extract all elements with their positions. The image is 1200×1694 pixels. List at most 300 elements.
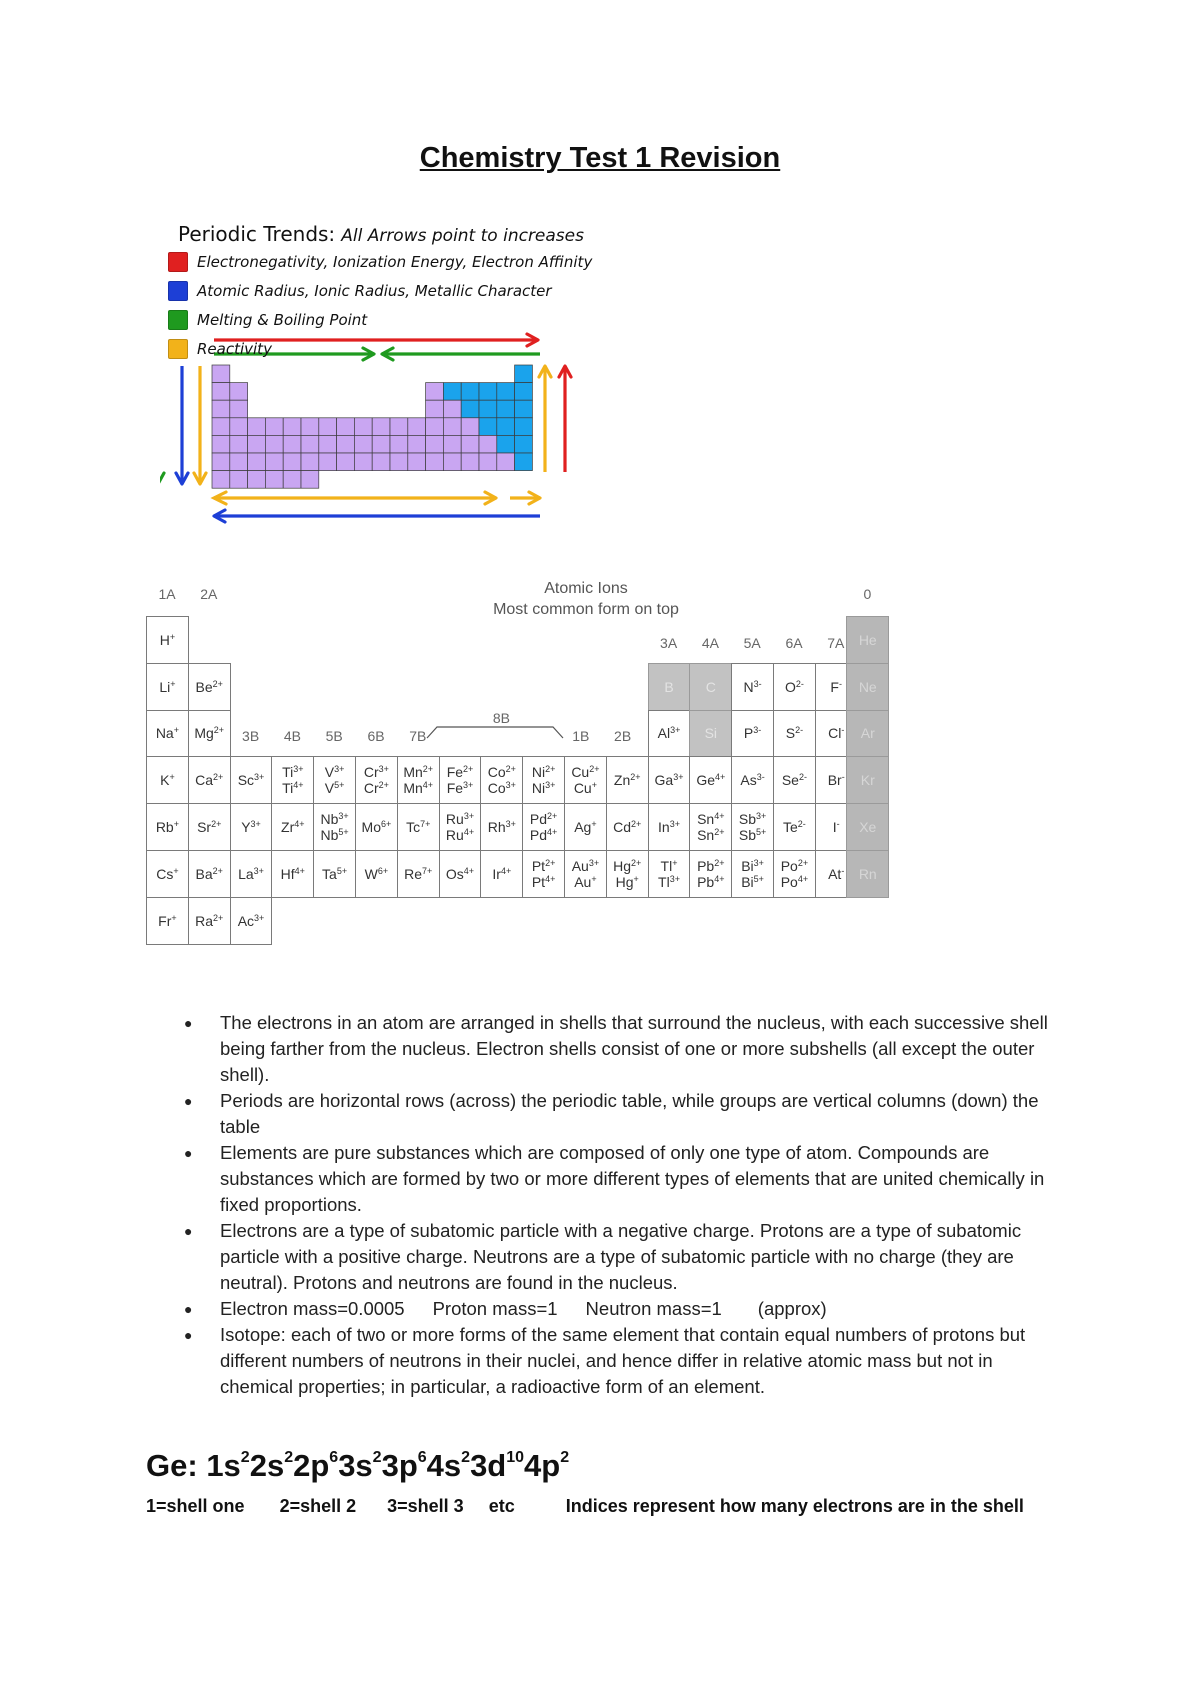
ion-label: Cl- [828, 725, 845, 742]
config-orbitals [206, 1448, 569, 1483]
mini-table-cell [212, 383, 230, 401]
ion-label: $In^{3+}$ [658, 819, 680, 836]
ion-label: $Rh^{3+}$ [487, 819, 516, 836]
config-orbital: $4s^2$ [426, 1448, 471, 1483]
bullet-icon: ● [184, 1015, 193, 1031]
group-label: 3A [660, 635, 678, 651]
ion-label: B [664, 678, 674, 695]
ion-cell [648, 803, 691, 851]
ion-label: $Cr^{2+}$ [363, 780, 389, 797]
bracket-line [427, 727, 563, 738]
ion-label: $Co^{3+}$ [487, 780, 516, 797]
ion-label: $Ir^{4+}$ [492, 865, 512, 882]
ion-label: $Po^{2+}$ [780, 857, 809, 874]
ion-cell [689, 756, 732, 804]
mini-table-cell [461, 418, 479, 436]
mini-table-cell [248, 471, 266, 489]
ion-cell [146, 663, 189, 711]
mini-table-cell [212, 400, 230, 418]
bullet-icon: ● [184, 1093, 193, 1109]
ion-label: $W^{6+}$ [364, 865, 389, 882]
ion-label: $Al^{3+}$ [657, 725, 681, 742]
ion-cell [648, 710, 691, 758]
list-item [180, 1140, 1050, 1218]
mini-table-cell [248, 435, 266, 453]
bullet-icon: ● [184, 1145, 193, 1161]
periodic-trends-figure [160, 216, 640, 572]
mini-table-cell [212, 435, 230, 453]
ion-cell [606, 756, 649, 804]
ion-label: I- [832, 819, 840, 836]
config-orbital: $4p^2$ [524, 1448, 570, 1483]
ion-label: $S^{2-}$ [785, 725, 804, 742]
ion-label: $Zr^{4+}$ [281, 819, 305, 836]
ion-label: $Ni^{3+}$ [531, 780, 556, 797]
ion-cell [355, 850, 398, 898]
ion-label: Ne [858, 678, 877, 695]
shell-etc: etc [488, 1496, 515, 1516]
group-label: 4B [283, 728, 301, 744]
ion-label: Xe [859, 819, 877, 836]
ion-label: Tl+ [660, 857, 678, 874]
mini-table-cell [230, 418, 248, 436]
ion-cell [146, 803, 189, 851]
group-label: 1A [158, 586, 176, 602]
mini-table-cell [337, 435, 355, 453]
green-arrow-down-head [160, 473, 164, 484]
ion-label: $Tc^{7+}$ [406, 819, 431, 836]
mini-table-cell [426, 400, 444, 418]
ion-cell [230, 850, 273, 898]
note-text: Isotope: each of two or more forms of the same element that contain equal numbers of protons but different numbers of neutrons in their nuclei, and hence differ in relative atomic mass but not in chemical properties; in particular, a radioactive form of an element. [220, 1324, 1026, 1397]
ion-cell [689, 850, 732, 898]
ion-cell [271, 803, 314, 851]
mini-table-cell [248, 418, 266, 436]
ion-label: $Se^{2-}$ [781, 772, 807, 789]
mini-table-cell [443, 383, 461, 401]
shell-one: 1=shell one [146, 1496, 245, 1516]
ion-cell [480, 756, 523, 804]
legend-swatch-yellow [168, 339, 188, 359]
ion-label: $Au^{3+}$ [571, 857, 600, 874]
ion-label: $Ge^{4+}$ [696, 772, 726, 789]
trends-heading-lead: Periodic Trends: [178, 222, 336, 246]
page-title: Chemistry Test 1 Revision [419, 142, 781, 174]
ion-cell [606, 803, 649, 851]
ion-label: Na+ [155, 725, 179, 742]
mini-table-cell [319, 453, 337, 471]
legend-swatch-red [168, 252, 188, 272]
ion-label: Br- [827, 772, 845, 789]
note-text: Elements are pure substances which are composed of only one type of atom. Compounds are substances which are formed by two or more different types of elements that are united chemically in fixed proportions. [220, 1142, 1045, 1215]
ion-label: $Ba^{2+}$ [195, 865, 223, 882]
ion-label: $Zn^{2+}$ [613, 772, 641, 789]
mini-table-cell [372, 453, 390, 471]
ion-label: $Pb^{2+}$ [697, 857, 725, 874]
legend-label: Electronegativity, Ionization Energy, Electron Affinity [197, 253, 593, 271]
mini-table-cell [479, 435, 497, 453]
note-text: Periods are horizontal rows (across) the periodic table, while groups are vertical columns (down) the table [220, 1090, 1039, 1137]
mini-table-cell [212, 471, 230, 489]
mini-table-cell [426, 435, 444, 453]
ion-label: $Nb^{5+}$ [320, 827, 349, 844]
ion-cell [439, 850, 482, 898]
ion-label: $Pd^{4+}$ [529, 827, 558, 844]
mini-table-cell [390, 453, 408, 471]
ion-label: $Cd^{2+}$ [613, 819, 642, 836]
ion-cell [773, 710, 816, 758]
mini-table-cell [390, 418, 408, 436]
ion-label: Au+ [574, 873, 597, 890]
ion-cell [846, 710, 889, 758]
ion-title-line1: Atomic Ions [544, 580, 628, 597]
legend-swatch-blue [168, 281, 188, 301]
ion-cell [355, 803, 398, 851]
mini-table-cell [497, 435, 515, 453]
ion-label: $V^{5+}$ [324, 780, 345, 797]
group-label: 6B [367, 728, 385, 744]
ion-label: F- [830, 678, 842, 695]
ion-label: K+ [160, 772, 175, 789]
ion-label: $Ni^{2+}$ [531, 764, 556, 781]
config-electron-count: 2 [461, 1449, 471, 1466]
group-label: 2B [614, 728, 632, 744]
group-8b-bracket [425, 724, 565, 740]
mini-table-cell [230, 435, 248, 453]
ion-label: $Ti^{4+}$ [282, 780, 304, 797]
ion-cell [146, 710, 189, 758]
ion-cell [731, 850, 774, 898]
ion-label: $Cr^{3+}$ [363, 764, 389, 781]
ion-label: $Os^{4+}$ [445, 865, 475, 882]
bullet-icon: ● [184, 1223, 193, 1239]
mini-table-cell [443, 435, 461, 453]
ion-cell [564, 803, 607, 851]
ion-cell [522, 803, 565, 851]
ion-cell [313, 756, 356, 804]
mini-table-cell [319, 435, 337, 453]
ion-label: C [705, 678, 716, 695]
ion-label: $Te^{2-}$ [782, 819, 806, 836]
ion-label: $V^{3+}$ [324, 764, 345, 781]
mini-table-cell [230, 471, 248, 489]
mini-table-cell [354, 418, 372, 436]
ion-label: Hg+ [615, 873, 639, 890]
ion-label: $Ca^{2+}$ [195, 772, 224, 789]
mini-table-cell [461, 453, 479, 471]
mini-table-cell [230, 453, 248, 471]
group-label-8b: 8B [492, 710, 510, 726]
mini-table-cell [408, 453, 426, 471]
ion-label: $N^{3-}$ [743, 678, 762, 695]
trends-heading-rest: All Arrows point to increases [341, 226, 584, 246]
mini-table-cell [479, 453, 497, 471]
mini-table-cell [497, 400, 515, 418]
ion-cell [648, 756, 691, 804]
mini-table-cell [479, 400, 497, 418]
shell-note: Indices represent how many electrons are in the shell [565, 1496, 1024, 1516]
ion-label: Rb+ [155, 819, 179, 836]
mini-table-cell [461, 383, 479, 401]
group-label: 0 [863, 586, 872, 602]
revision-notes [180, 1010, 1050, 1400]
ion-cell [439, 803, 482, 851]
ion-cell [731, 756, 774, 804]
group-label: 3B [242, 728, 260, 744]
ion-label: $Ru^{3+}$ [445, 811, 475, 828]
ion-label: $Y^{3+}$ [241, 819, 261, 836]
shell-three: 3=shell 3 [387, 1496, 464, 1516]
mini-table-cell [426, 383, 444, 401]
ion-cell [188, 803, 231, 851]
ion-cell [689, 803, 732, 851]
ion-label: $Nb^{3+}$ [320, 811, 349, 828]
ion-cell [313, 850, 356, 898]
mini-table-cell [265, 435, 283, 453]
group-label: 5B [325, 728, 343, 744]
mini-table-cell [408, 418, 426, 436]
ion-cell [689, 663, 732, 711]
ion-label: $Pt^{2+}$ [531, 857, 556, 874]
ion-cell [230, 897, 273, 945]
mini-table-cell [265, 418, 283, 436]
ion-label: H+ [159, 631, 176, 648]
ion-cell [439, 756, 482, 804]
ion-label: Cu+ [573, 780, 597, 797]
mini-table-cell [301, 471, 319, 489]
ion-label: $Fe^{2+}$ [446, 764, 474, 781]
config-electron-count: 6 [417, 1449, 427, 1466]
ion-cell [773, 850, 816, 898]
note-text: Electrons are a type of subatomic particle with a negative charge. Protons are a type of subatomic particle with a positive charge. Neutrons are a type of subatomic particle with no charge (they are neutral). Protons and neutrons are found in the nucleus. [220, 1220, 1022, 1293]
ion-label: Ar [860, 725, 875, 742]
bullet-icon: ● [184, 1327, 193, 1343]
mini-table-cell [301, 418, 319, 436]
shell-two: 2=shell 2 [279, 1496, 357, 1516]
ion-label: $Sc^{3+}$ [237, 772, 265, 789]
mini-table-cell [443, 418, 461, 436]
ion-label: Rn [858, 865, 877, 882]
ion-cell [648, 663, 691, 711]
ion-cell [188, 897, 231, 945]
config-element: Ge: [146, 1448, 198, 1483]
legend-label: Atomic Radius, Ionic Radius, Metallic Character [197, 282, 552, 300]
mini-table-cell [515, 365, 533, 383]
mini-table-cell [372, 435, 390, 453]
ion-label: $Re^{7+}$ [404, 865, 433, 882]
mini-table-cell [461, 400, 479, 418]
legend-item-electronegativity [168, 250, 592, 274]
config-electron-count: 2 [240, 1449, 250, 1466]
mini-table-cell [515, 435, 533, 453]
ion-label: $Ga^{3+}$ [654, 772, 684, 789]
config-electron-count: 2 [372, 1449, 382, 1466]
ion-label: $Pd^{2+}$ [529, 811, 558, 828]
ion-label: $Ra^{2+}$ [195, 912, 224, 929]
ion-cell [230, 756, 273, 804]
mini-table-cell [515, 400, 533, 418]
ion-cell [146, 850, 189, 898]
mini-table-cell [515, 418, 533, 436]
ion-label: At- [828, 865, 845, 882]
ion-cell [731, 663, 774, 711]
ion-label: $Sn^{2+}$ [697, 827, 725, 844]
ion-cell [731, 710, 774, 758]
ion-label: $Ta^{5+}$ [322, 865, 348, 882]
config-orbital: $2s^2$ [249, 1448, 294, 1483]
ion-cell [648, 850, 691, 898]
ion-cell [480, 850, 523, 898]
ion-cell [846, 663, 889, 711]
group-label: 2A [200, 586, 218, 602]
legend-item-reactivity [168, 337, 272, 361]
mini-table-cell [301, 453, 319, 471]
trends-heading [178, 222, 584, 246]
note-text: The electrons in an atom are arranged in shells that surround the nucleus, with each successive shell being farther from the nucleus. Electron shells consist of one or more subshells (all except the outer shell). [220, 1012, 1048, 1085]
ion-cell [188, 710, 231, 758]
ion-label: $Be^{2+}$ [195, 678, 223, 695]
config-electron-count: 2 [284, 1449, 294, 1466]
electron-mass: Electron mass=0.0005 [220, 1298, 405, 1319]
ion-label: $Pb^{4+}$ [697, 873, 725, 890]
ion-table-title [426, 578, 746, 620]
ion-label: He [858, 631, 877, 648]
shell-legend [146, 1496, 1024, 1517]
ion-label: $Tl^{3+}$ [658, 873, 680, 890]
mini-table-cell [212, 453, 230, 471]
ion-label: $Sn^{4+}$ [697, 811, 725, 828]
mini-table-cell [390, 435, 408, 453]
ion-label: Li+ [159, 678, 176, 695]
ion-cell [188, 850, 231, 898]
ion-label: $Sb^{5+}$ [738, 827, 767, 844]
ion-cell [271, 756, 314, 804]
ion-cell [146, 616, 189, 664]
ion-label: Ag+ [574, 819, 597, 836]
mini-table-cell [301, 435, 319, 453]
group-label: 6A [785, 635, 803, 651]
ion-label: Kr [860, 772, 875, 789]
mini-table-cell [248, 453, 266, 471]
mini-table-cell [497, 453, 515, 471]
ion-label: $Sb^{3+}$ [738, 811, 767, 828]
mini-table-cell [426, 418, 444, 436]
ion-label: $Hf^{4+}$ [280, 865, 305, 882]
ion-label: $Co^{2+}$ [487, 764, 516, 781]
mini-table-cell [283, 453, 301, 471]
mini-table-cell [443, 453, 461, 471]
ion-label: $Ti^{3+}$ [282, 764, 304, 781]
ion-cell [146, 756, 189, 804]
ion-cell [773, 663, 816, 711]
ion-label: $Hg^{2+}$ [613, 857, 642, 874]
mini-table-cell [515, 453, 533, 471]
legend-item-melting-point [168, 308, 367, 332]
ion-label: $Fe^{3+}$ [446, 780, 474, 797]
ion-label: $As^{3-}$ [740, 772, 765, 789]
ion-label: Cs+ [156, 865, 179, 882]
ion-label: $O^{2-}$ [784, 678, 804, 695]
ion-label: $Mn^{2+}$ [403, 764, 434, 781]
atomic-ions-table [146, 578, 936, 988]
ion-label: $P^{3-}$ [743, 725, 762, 742]
mini-table-cell [283, 418, 301, 436]
proton-mass: Proton mass=1 [432, 1298, 558, 1319]
ion-label: $Mo^{6+}$ [361, 819, 392, 836]
legend-label: Reactivity [197, 340, 272, 358]
mini-table-cell [283, 435, 301, 453]
group-label: 1B [572, 728, 590, 744]
mini-table-cell [283, 471, 301, 489]
mini-table-cell [461, 435, 479, 453]
mini-table-cell [265, 471, 283, 489]
ion-label: $Po^{4+}$ [780, 873, 809, 890]
ion-label: $Bi^{5+}$ [741, 873, 764, 890]
electron-configuration [146, 1448, 569, 1484]
mini-table-cell [230, 383, 248, 401]
ion-cell [564, 850, 607, 898]
config-orbital: $1s^2$ [206, 1448, 250, 1483]
neutron-mass: Neutron mass=1 [585, 1298, 722, 1319]
config-electron-count: 2 [560, 1449, 570, 1466]
ion-cell [846, 803, 889, 851]
ion-label: Si [704, 725, 718, 742]
ion-cell [313, 803, 356, 851]
ion-label: $Cu^{2+}$ [571, 764, 600, 781]
mini-table-cell [337, 418, 355, 436]
ion-label: $Ac^{3+}$ [237, 912, 265, 929]
list-item [180, 1088, 1050, 1140]
ion-label: $Mn^{4+}$ [403, 780, 434, 797]
ion-cell [522, 756, 565, 804]
mini-table-cell [212, 418, 230, 436]
ion-cell [230, 803, 273, 851]
mini-table-cell [354, 453, 372, 471]
list-item [180, 1218, 1050, 1296]
mini-table-cell [372, 418, 390, 436]
list-item-masses [180, 1296, 1050, 1322]
config-orbital: $3s^2$ [338, 1448, 382, 1483]
ion-label: $La^{3+}$ [238, 865, 264, 882]
ion-cell [731, 803, 774, 851]
ion-title-line2: Most common form on top [493, 601, 679, 618]
config-orbital: $3p^6$ [381, 1448, 427, 1483]
ion-cell [188, 663, 231, 711]
mini-table-cell [319, 418, 337, 436]
list-item [180, 1010, 1050, 1088]
mini-table-cell [426, 453, 444, 471]
bullet-icon: ● [184, 1301, 193, 1317]
approx-note: (approx) [757, 1298, 827, 1319]
ion-label: $Sr^{2+}$ [197, 819, 222, 836]
ion-cell [846, 756, 889, 804]
mini-table-cell [408, 435, 426, 453]
mini-table-cell [230, 400, 248, 418]
ion-cell [773, 756, 816, 804]
mini-table-cell [337, 453, 355, 471]
ion-cell [271, 850, 314, 898]
ion-label: $Ru^{4+}$ [445, 827, 475, 844]
mini-table-cell [497, 418, 515, 436]
ion-cell [146, 897, 189, 945]
group-label: 4A [701, 635, 719, 651]
mini-table-cell [354, 435, 372, 453]
config-electron-count: 10 [506, 1449, 525, 1466]
mini-table-cell [212, 365, 230, 383]
config-orbital: $2p^6$ [293, 1448, 339, 1483]
ion-label: $Mg^{2+}$ [194, 725, 225, 742]
legend-label: Melting & Boiling Point [197, 311, 368, 329]
